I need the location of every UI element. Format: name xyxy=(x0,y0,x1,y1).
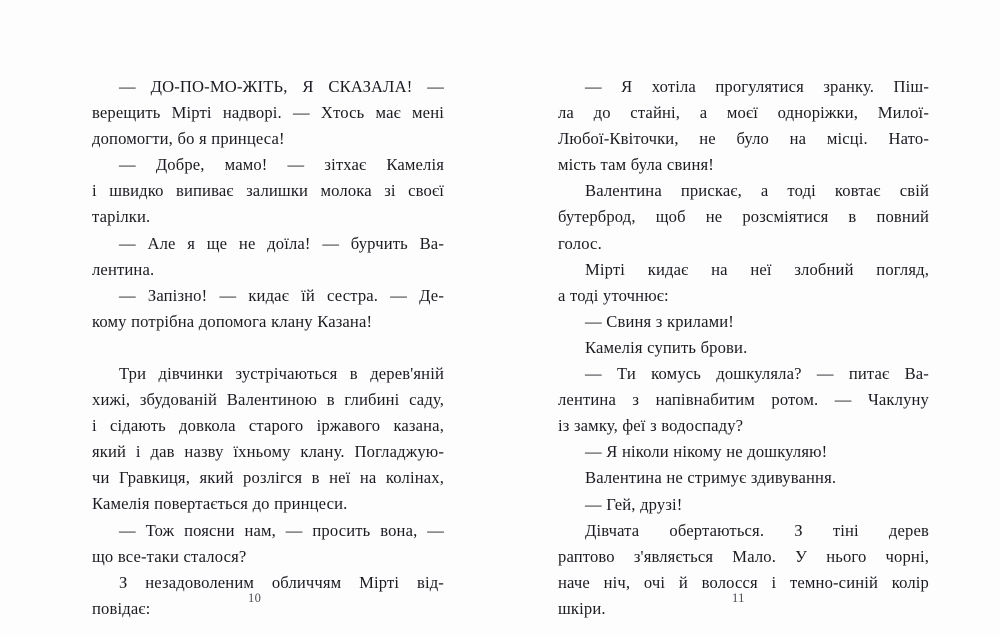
paragraph xyxy=(92,283,444,335)
paragraph xyxy=(558,178,929,256)
text-line: і швидко випиває залишки молока зі своєї xyxy=(92,181,444,201)
text-line: чи Гравкиця, який розлігся в неї на колінах, xyxy=(92,468,444,488)
page-number-right: 11 xyxy=(732,591,745,605)
text-line: Любої-Квіточки, не було на місці. Нато- xyxy=(558,129,929,149)
text-line: — Тож поясни нам, — просить вона, — xyxy=(119,520,444,540)
paragraph xyxy=(558,309,929,335)
paragraph xyxy=(558,257,929,309)
text-line: — Я ніколи нікому не дошкуляю! xyxy=(585,442,828,462)
paragraph xyxy=(92,518,444,570)
text-line: Три дівчинки зустрічаються в дерев'яній xyxy=(119,363,444,383)
text-line: шкіри. xyxy=(558,598,606,618)
text-line: допомогти, бо я принцеса! xyxy=(92,129,285,149)
paragraph xyxy=(92,570,444,622)
text-line: а тоді уточнює: xyxy=(558,285,669,305)
paragraph xyxy=(92,231,444,283)
paragraph xyxy=(558,465,929,491)
paragraph xyxy=(558,74,929,178)
page-right xyxy=(500,0,1000,636)
text-line: Камелія супить брови. xyxy=(585,337,748,357)
text-line: — Ти комусь дошкуляла? — питає Ва- xyxy=(585,364,929,384)
right-page-textblock xyxy=(558,74,929,622)
text-line: мість там була свиня! xyxy=(558,155,714,175)
text-line: — ДО-ПО-МО-ЖІТЬ, Я СКАЗАЛА! — xyxy=(119,77,444,96)
paragraph xyxy=(558,361,929,439)
paragraph xyxy=(558,492,929,518)
text-line: тарілки. xyxy=(92,207,151,227)
text-line: голос. xyxy=(558,233,602,253)
text-line: наче ніч, очі й волосся і темно-синій колір xyxy=(558,572,929,592)
paragraph xyxy=(558,439,929,465)
paragraph xyxy=(92,74,444,152)
text-line: — Добре, мамо! — зітхає Камелія xyxy=(119,155,444,175)
text-line: раптово з'являється Мало. У нього чорні, xyxy=(558,546,929,566)
text-line: Валентина прискає, а тоді ковтає свій xyxy=(585,181,929,201)
text-line: повідає: xyxy=(92,598,151,618)
text-line: із замку, феї з водоспаду? xyxy=(558,416,744,436)
text-line: лентина. xyxy=(92,259,155,279)
text-line: — Але я ще не доїла! — бурчить Ва- xyxy=(119,233,444,253)
text-line: Мірті кидає на неї злобний погляд, xyxy=(585,259,929,279)
text-line: З незадоволеним обличчям Мірті від- xyxy=(119,572,444,592)
text-line: який і дав назву їхньому клану. Погладжую- xyxy=(92,442,444,462)
page-number-left: 10 xyxy=(248,591,262,605)
paragraph xyxy=(558,335,929,361)
text-line: Камелія повертається до принцеси. xyxy=(92,494,348,514)
text-line: кому потрібна допомога клану Казана! xyxy=(92,311,373,331)
paragraph xyxy=(558,518,929,622)
text-line: — Свиня з крилами! xyxy=(585,311,734,331)
text-line: бутерброд, щоб не розсміятися в повний xyxy=(558,207,929,227)
paragraph xyxy=(92,361,444,518)
text-line: ла до стайні, а моєї однорiжки, Милої- xyxy=(558,103,929,123)
text-line: Дівчата обертаються. З тіні дерев xyxy=(585,520,929,540)
text-line: верещить Мірті надворі. — Хтось має мені xyxy=(92,103,444,123)
text-line: — Я хотіла прогулятися зранку. Піш- xyxy=(585,77,929,96)
text-line: хижі, збудованій Валентиною в глибині саду, xyxy=(92,390,444,410)
text-line: Валентина не стримує здивування. xyxy=(585,468,837,488)
text-line: і сідають довкола старого іржавого казана, xyxy=(92,416,444,436)
text-line: що все-таки сталося? xyxy=(92,546,247,566)
text-line: лентина з напівнабитим ротом. — Чаклуну xyxy=(558,390,929,410)
left-page-textblock xyxy=(92,74,444,622)
text-line: — Запізно! — кидає їй сестра. — Де- xyxy=(119,285,444,305)
text-line: — Гей, друзі! xyxy=(585,494,683,514)
paragraph xyxy=(92,152,444,230)
